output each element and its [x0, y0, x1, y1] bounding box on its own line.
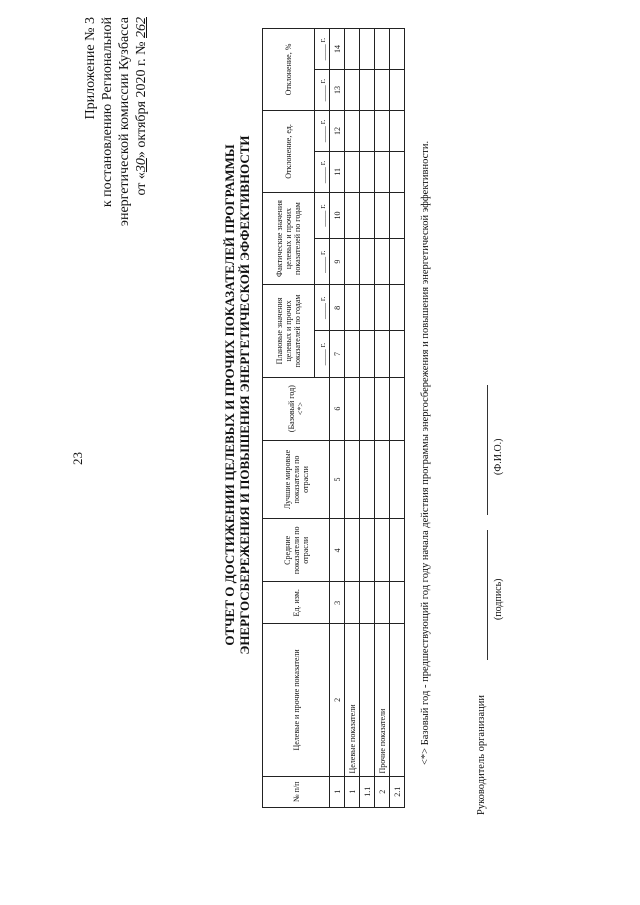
header-indicators: Целевые и прочие показатели: [263, 624, 330, 776]
row-num: 1.1: [360, 776, 375, 807]
col-number: 4: [330, 519, 345, 582]
header-best: Лучшие мировые показатели по отрасли: [263, 440, 330, 519]
col-number: 5: [330, 440, 345, 519]
col-number: 8: [330, 285, 345, 331]
row-label: Целевые показатели: [345, 624, 360, 776]
report-title: [222, 15, 252, 775]
column-number-row: [330, 29, 345, 808]
report-table: [262, 28, 405, 808]
table-row: [390, 29, 405, 808]
col-number: 1: [330, 776, 345, 807]
header-planned: Плановые значения целевых и прочих показателей по годам: [263, 285, 315, 377]
row-num: 2.1: [390, 776, 405, 807]
page-number: 23: [70, 452, 85, 465]
head-of-organization-label: Руководитель организации: [476, 695, 487, 815]
year-cell: ____ г.: [315, 151, 330, 192]
header-actual: Фактические значения целевых и прочих показателей по годам: [263, 192, 315, 284]
col-number: 3: [330, 582, 345, 624]
row-num: 2: [375, 776, 390, 807]
col-number: 12: [330, 110, 345, 151]
col-number: 11: [330, 151, 345, 192]
appendix-header: [82, 17, 150, 285]
date-mid: » октября 2020 г. №: [134, 38, 149, 159]
row-label: [390, 624, 405, 776]
year-cell: ____ г.: [315, 331, 330, 377]
appendix-line-2: к постановлению Региональной: [100, 17, 115, 208]
col-number: 2: [330, 624, 345, 776]
signature-caption: (подпись): [493, 578, 504, 620]
table-row: [345, 29, 360, 808]
appendix-line-3: энергетической комиссии Кузбасса: [117, 17, 132, 227]
date-prefix: от «: [134, 172, 149, 196]
fio-line: [487, 385, 488, 515]
year-cell: ____ г.: [315, 110, 330, 151]
header-avg: Средние показатели по отрасли: [263, 519, 330, 582]
date-day: 30: [134, 158, 149, 173]
col-number: 6: [330, 377, 345, 440]
year-cell: ____ г.: [315, 239, 330, 285]
year-cell: ____ г.: [315, 29, 330, 70]
col-number: 14: [330, 29, 345, 70]
col-number: 13: [330, 70, 345, 111]
year-cell: ____ г.: [315, 192, 330, 238]
header-unit: Ед. изм.: [263, 582, 330, 624]
footnote: <*> Базовый год - предшествующий год году начала действия программы энергосбережения и повышения энергетической эффективности.: [420, 140, 431, 765]
title-line-1: ОТЧЕТ О ДОСТИЖЕНИИ ЦЕЛЕВЫХ И ПРОЧИХ ПОКАЗАТЕЛЕЙ ПРОГРАММЫ: [222, 144, 237, 646]
header-dev-pct: Отклонение, %: [263, 29, 315, 111]
appendix-line-1: Приложение № 3: [83, 17, 98, 120]
signature-line: [487, 530, 488, 660]
header-num: № п/п: [263, 776, 330, 807]
table-row: [375, 29, 390, 808]
header-row: [263, 29, 315, 808]
row-label: [360, 624, 375, 776]
fio-caption: (Ф.И.О.): [493, 438, 504, 475]
table-row: [360, 29, 375, 808]
col-number: 9: [330, 239, 345, 285]
col-number: 10: [330, 192, 345, 238]
title-line-2: ЭНЕРГОСБЕРЕЖЕНИЯ И ПОВЫШЕНИЯ ЭНЕРГЕТИЧЕСКОЙ ЭФФЕКТИВНОСТИ: [237, 135, 252, 655]
year-cell: ____ г.: [315, 285, 330, 331]
year-cell: ____ г.: [315, 70, 330, 111]
header-base-year: (Базовый год) <*>: [263, 377, 330, 440]
col-number: 7: [330, 331, 345, 377]
appendix-date-line: [133, 17, 150, 285]
decree-number: 262: [134, 17, 149, 38]
row-num: 1: [345, 776, 360, 807]
row-label: Прочие показатели: [375, 624, 390, 776]
header-dev-units: Отклонение, ед.: [263, 110, 315, 192]
